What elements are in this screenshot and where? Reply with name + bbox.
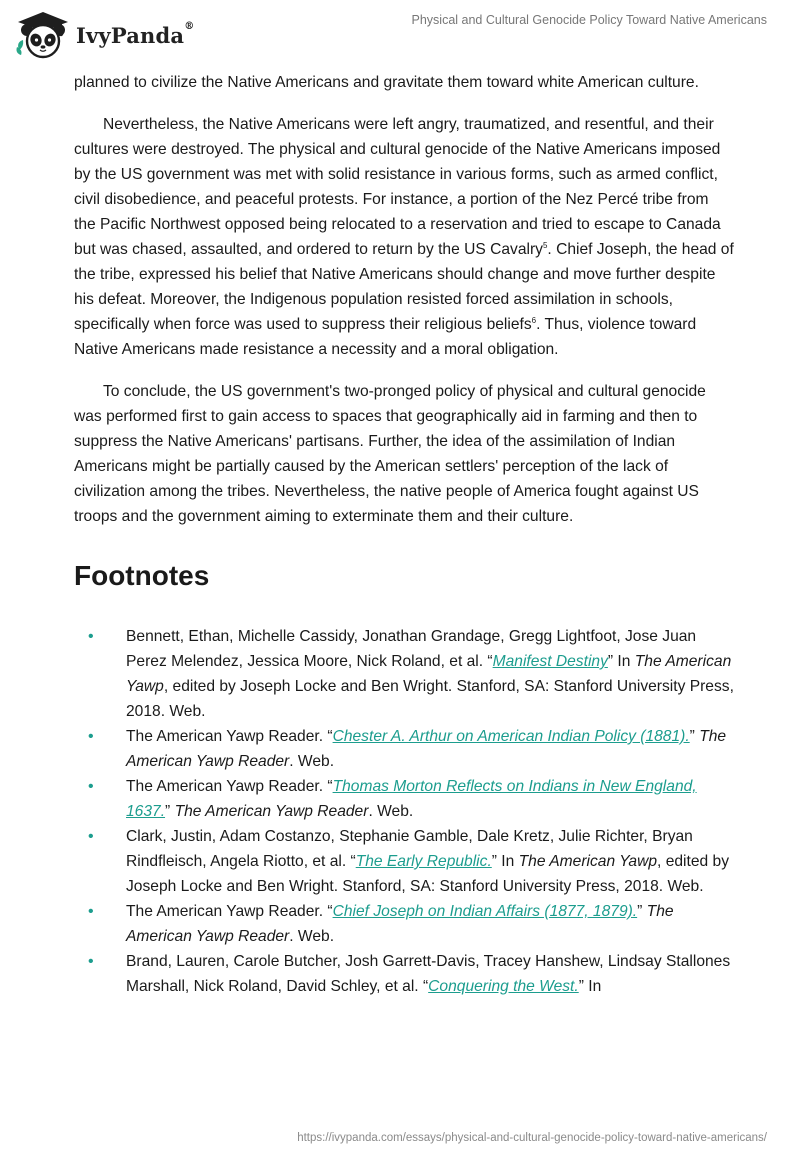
bullet-icon: • <box>88 828 94 845</box>
bullet-icon: • <box>88 903 94 920</box>
source-url[interactable]: https://ivypanda.com/essays/physical-and-cultural-genocide-policy-toward-native-americans/ <box>297 1132 767 1144</box>
bullet-icon: • <box>88 728 94 745</box>
ivypanda-logo[interactable] <box>14 10 194 60</box>
footnote-item: • The American Yawp Reader. “Chester A. Arthur on American Indian Policy (1881).” The American Yawp Reader. Web. <box>74 724 734 774</box>
footnote-item: • Clark, Justin, Adam Costanzo, Stephanie Gamble, Dale Kretz, Julie Richter, Bryan Rindfleisch, Angela Riotto, et al. “The Early Republic.” In The American Yawp, edited by Joseph Locke and Ben Wright. Stanford, SA: Stanford University Press, 2018. Web. <box>74 824 734 899</box>
page-header <box>0 0 800 70</box>
paragraph: Nevertheless, the Native Americans were left angry, traumatized, and resentful, and their cultures were destroyed. The physical and cultural genocide of the Native Americans imposed by the US government was met with solid resistance in various forms, such as armed conflict, civil disobedience, and peaceful protests. For instance, a portion of the Nez Percé tribe from the Pacific Northwest opposed being relocated to a reservation and tried to escape to Canada but was chased, assaulted, and ordered to return by the US Cavalry$^5$. Chief Joseph, the head of the tribe, expressed his belief that Native Americans should change and move further despite his defeat. Moreover, the Indigenous population resisted forced assimilation in schools, specifically when force was used to suppress their religious beliefs$^6$. Thus, violence toward Native Americans made resistance a necessity and a moral obligation. <box>74 116 734 358</box>
logo-wordmark: IvyPanda® <box>76 20 195 48</box>
footnote-link[interactable]: Chief Joseph on Indian Affairs (1877, 1879). <box>332 903 638 920</box>
footnote-ref[interactable]: 6 <box>531 315 537 325</box>
footnote-item: • The American Yawp Reader. “Chief Joseph on Indian Affairs (1877, 1879).” The American Yawp Reader. Web. <box>74 899 734 949</box>
footnote-ref[interactable]: 5 <box>542 240 548 250</box>
panda-logo-icon <box>14 10 72 60</box>
bullet-icon: • <box>88 778 94 795</box>
bullet-icon: • <box>88 628 94 645</box>
essay-content <box>74 70 734 999</box>
document-title: Physical and Cultural Genocide Policy Toward Native Americans <box>411 13 767 27</box>
bullet-icon: • <box>88 953 94 970</box>
footnote-link[interactable]: Chester A. Arthur on American Indian Policy (1881). <box>332 728 690 745</box>
paragraph: planned to civilize the Native Americans and gravitate them toward white American culture. <box>74 74 699 91</box>
registered-mark: ® <box>184 20 195 32</box>
footnote-item: • The American Yawp Reader. “Thomas Morton Reflects on Indians in New England, 1637.” The American Yawp Reader. Web. <box>74 774 734 824</box>
footnote-item: • Bennett, Ethan, Michelle Cassidy, Jonathan Grandage, Gregg Lightfoot, Jose Juan Perez Melendez, Jessica Moore, Nick Roland, et al. “Manifest Destiny” In The American Yawp, edited by Joseph Locke and Ben Wright. Stanford, SA: Stanford University Press, 2018. Web. <box>74 624 734 724</box>
footnote-link[interactable]: Conquering the West. <box>428 978 579 995</box>
footnotes-heading: Footnotes <box>74 560 210 591</box>
footnotes-list <box>74 624 734 999</box>
paragraph: To conclude, the US government's two-pronged policy of physical and cultural genocide was performed first to gain access to spaces that geographically aid in farming and then to suppress the Native Americans' partisans. Further, the idea of the assimilation of Indian Americans might be partially caused by the American settlers' perception of the lack of civilization among the tribes. Nevertheless, the native people of America fought against US troops and the government aiming to exterminate them and their culture. <box>74 383 706 525</box>
footnote-link[interactable]: Thomas Morton Reflects on Indians in New England, 1637. <box>126 778 697 820</box>
footnote-link[interactable]: Manifest Destiny <box>492 653 608 670</box>
footnote-link[interactable]: The Early Republic. <box>355 853 492 870</box>
footnote-item: • Brand, Lauren, Carole Butcher, Josh Garrett-Davis, Tracey Hanshew, Lindsay Stallones Marshall, Nick Roland, David Schley, et al. “Conquering the West.” In <box>74 949 734 999</box>
